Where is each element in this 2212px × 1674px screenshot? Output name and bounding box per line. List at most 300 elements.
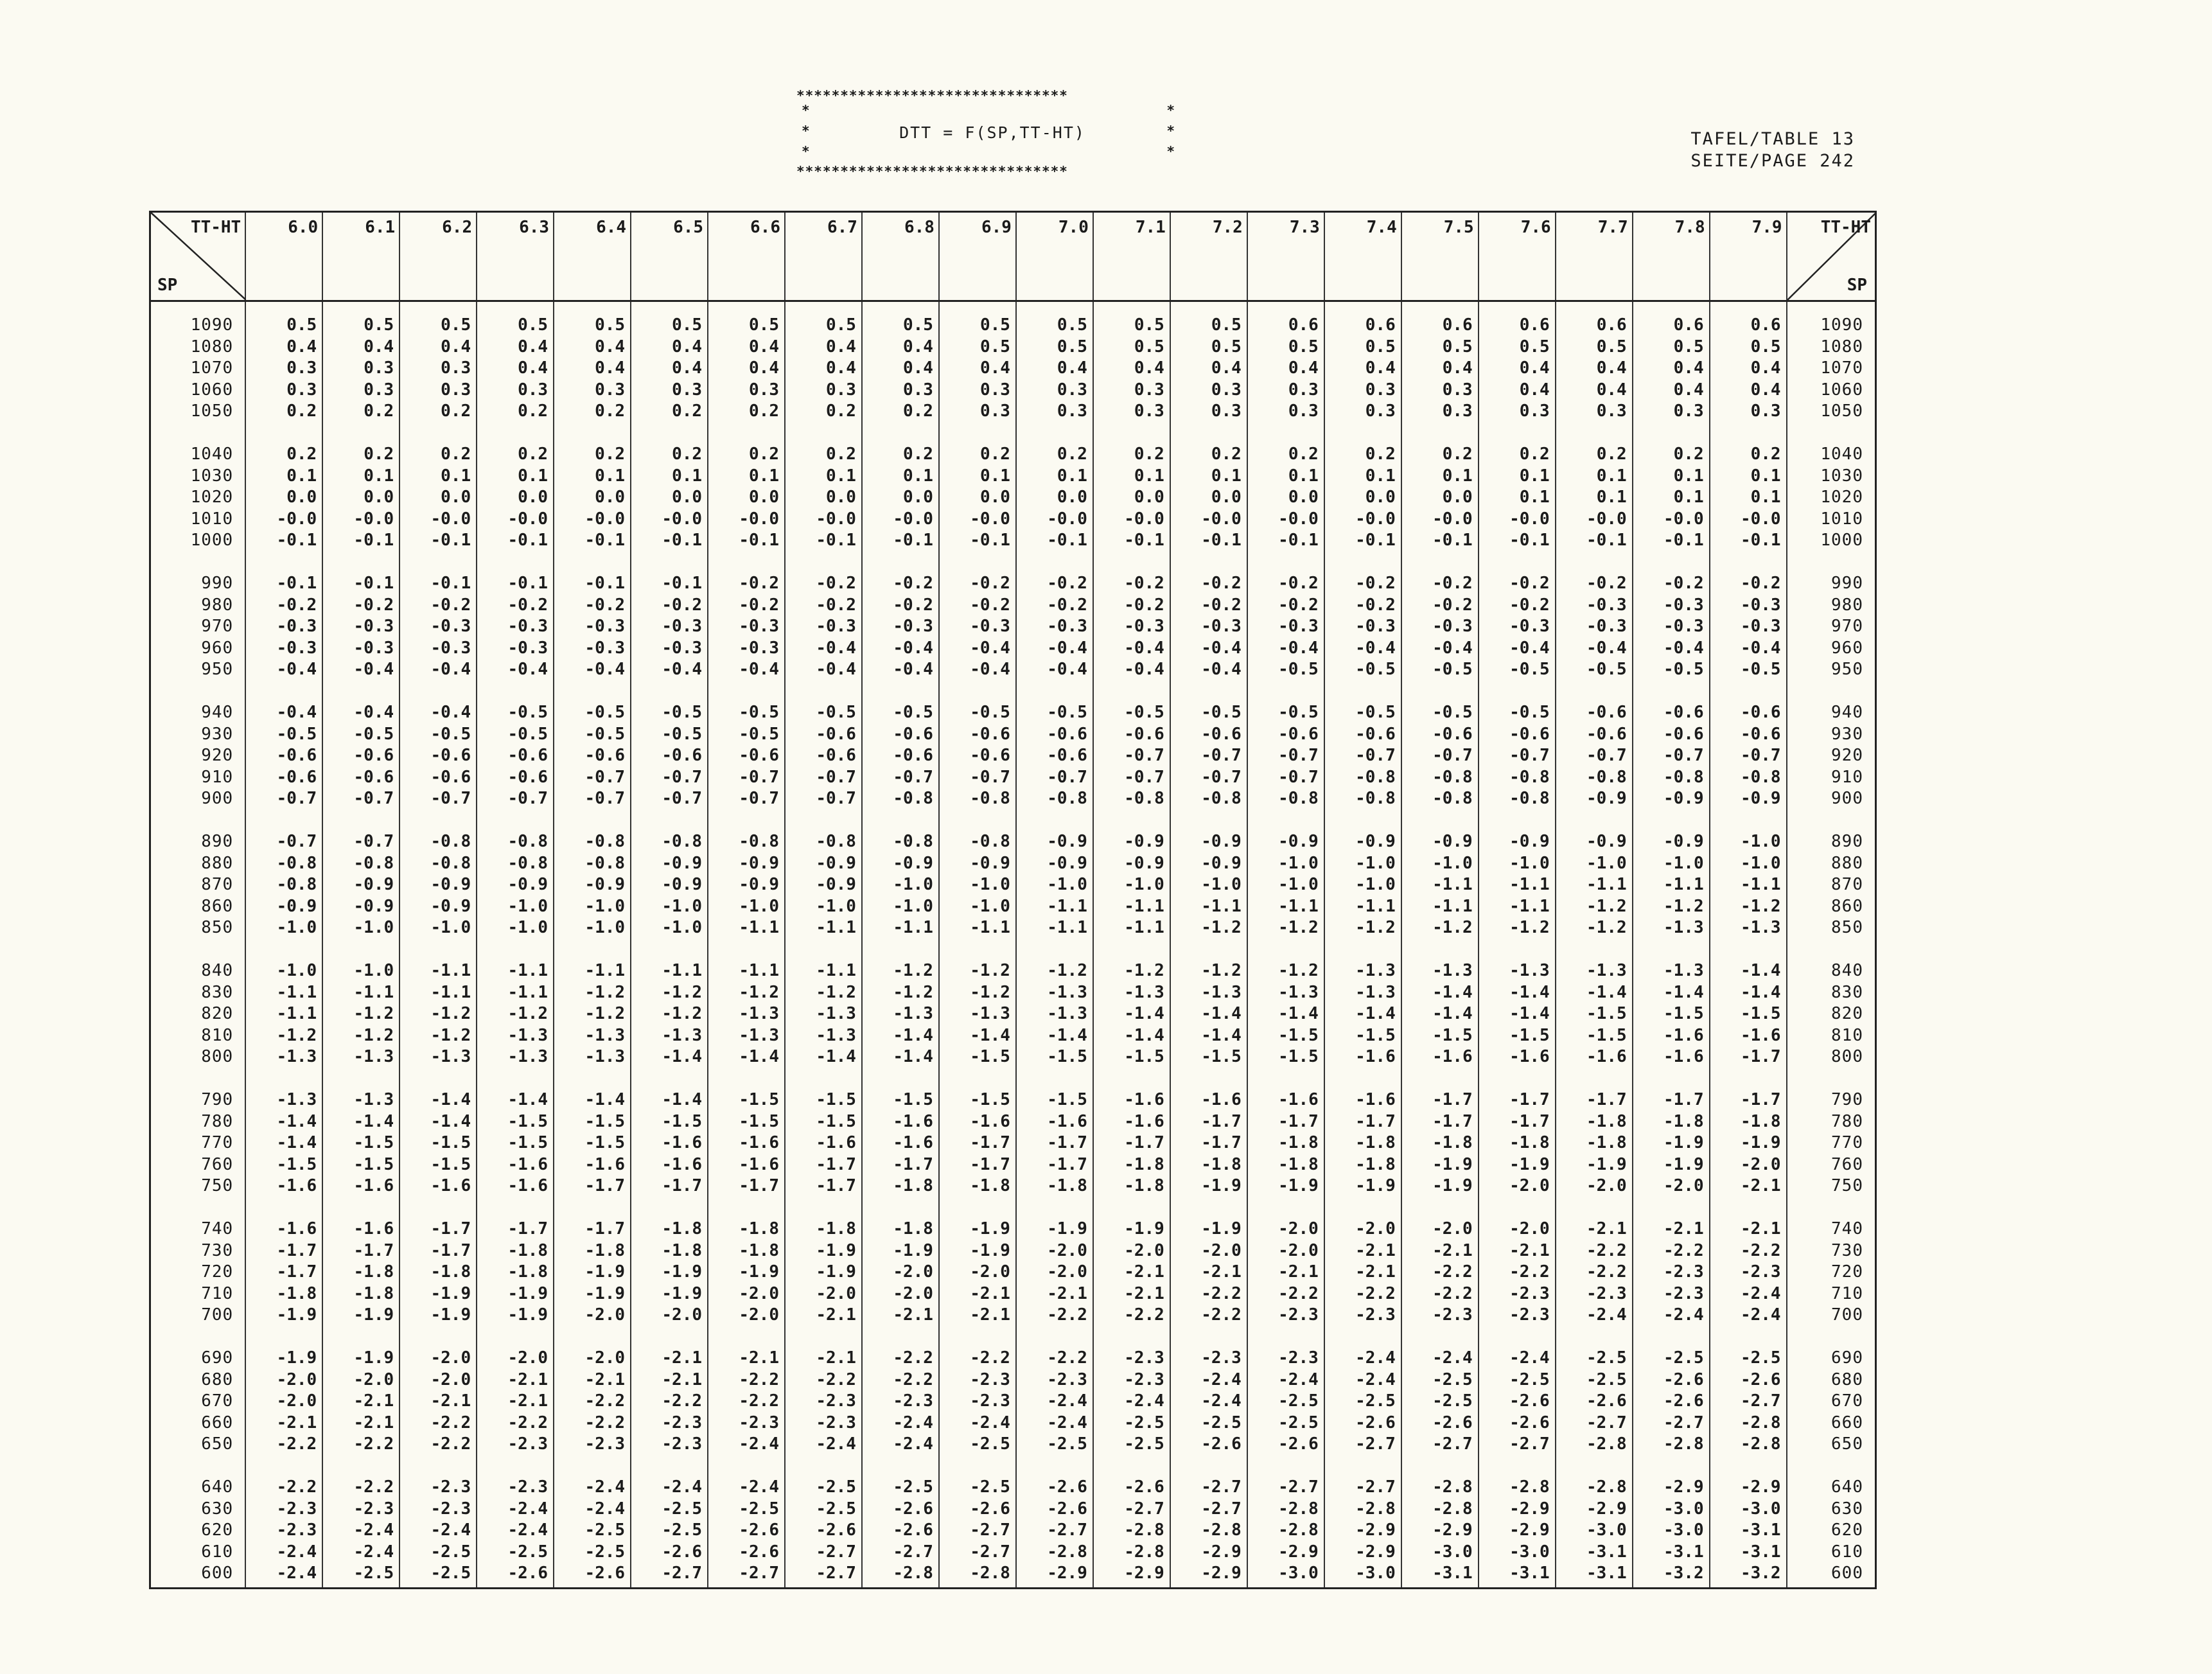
- spacer-cell: [708, 423, 785, 445]
- spacer-cell: [1556, 1326, 1633, 1348]
- value-cell: -2.6: [1633, 1391, 1710, 1413]
- value-cell: 0.4: [1093, 358, 1170, 380]
- value-cell: -2.5: [554, 1520, 631, 1542]
- value-cell: -1.8: [1401, 1132, 1479, 1154]
- value-cell: -0.3: [1247, 616, 1324, 638]
- spacer-cell: [1787, 423, 1876, 445]
- spacer-cell: [631, 552, 708, 574]
- value-cell: -1.9: [1170, 1176, 1247, 1197]
- value-cell: -0.1: [1170, 530, 1247, 552]
- spacer-cell: [1479, 552, 1556, 574]
- value-cell: 0.2: [1401, 444, 1479, 466]
- value-cell: 0.4: [477, 358, 554, 380]
- value-cell: -1.2: [554, 1003, 631, 1025]
- value-cell: -0.5: [1401, 659, 1479, 681]
- value-cell: -0.9: [1633, 831, 1710, 853]
- value-cell: 0.3: [1016, 380, 1093, 401]
- value-cell: 0.0: [785, 487, 862, 509]
- sp-label-right: 960: [1787, 638, 1876, 660]
- sp-label-right: 730: [1787, 1240, 1876, 1262]
- value-cell: -2.4: [1170, 1391, 1247, 1413]
- value-cell: -2.7: [1401, 1434, 1479, 1456]
- spacer-cell: [862, 1456, 939, 1477]
- value-cell: -0.2: [1093, 595, 1170, 617]
- value-cell: 0.2: [631, 444, 708, 466]
- value-cell: 0.3: [1633, 401, 1710, 423]
- value-cell: -0.2: [1479, 595, 1556, 617]
- value-cell: 0.5: [1170, 301, 1247, 337]
- spacer-cell: [322, 810, 399, 832]
- table-row: [150, 1046, 1876, 1068]
- value-cell: -0.3: [1401, 616, 1479, 638]
- value-cell: 0.1: [785, 466, 862, 488]
- spacer-cell: [245, 1068, 322, 1090]
- value-cell: -0.6: [245, 745, 322, 767]
- table-row: [150, 509, 1876, 531]
- sp-label-right: 860: [1787, 896, 1876, 918]
- value-cell: -0.6: [1170, 724, 1247, 746]
- value-cell: 0.1: [631, 466, 708, 488]
- value-cell: 0.2: [245, 401, 322, 423]
- spacer-cell: [399, 939, 477, 961]
- value-cell: -1.9: [245, 1348, 322, 1370]
- value-cell: -0.1: [477, 530, 554, 552]
- value-cell: 0.1: [1633, 487, 1710, 509]
- spacer-cell: [862, 939, 939, 961]
- value-cell: 0.0: [1016, 487, 1093, 509]
- sp-label-left: 1040: [150, 444, 246, 466]
- spacer-cell: [1787, 1068, 1876, 1090]
- value-cell: -0.5: [631, 724, 708, 746]
- value-cell: -2.9: [1324, 1520, 1401, 1542]
- value-cell: 0.1: [1093, 466, 1170, 488]
- value-cell: -0.4: [1093, 638, 1170, 660]
- value-cell: -0.2: [939, 595, 1016, 617]
- value-cell: -0.6: [631, 745, 708, 767]
- value-cell: -2.8: [1016, 1542, 1093, 1564]
- value-cell: -0.7: [1016, 767, 1093, 789]
- group-spacer: [150, 810, 1876, 832]
- value-cell: -2.5: [554, 1542, 631, 1564]
- sp-label-left: 650: [150, 1434, 246, 1456]
- spacer-cell: [322, 939, 399, 961]
- spacer-cell: [1016, 939, 1093, 961]
- value-cell: 0.4: [708, 358, 785, 380]
- value-cell: 0.3: [1324, 380, 1401, 401]
- spacer-cell: [245, 939, 322, 961]
- value-cell: -2.2: [554, 1391, 631, 1413]
- value-cell: 0.1: [862, 466, 939, 488]
- value-cell: -2.4: [399, 1520, 477, 1542]
- spacer-cell: [477, 939, 554, 961]
- value-cell: -1.0: [862, 874, 939, 896]
- spacer-cell: [1170, 939, 1247, 961]
- spacer-cell: [1401, 939, 1479, 961]
- value-cell: -1.5: [785, 1111, 862, 1133]
- column-header: 7.4: [1324, 212, 1401, 301]
- value-cell: -1.0: [1170, 874, 1247, 896]
- value-cell: -1.4: [862, 1046, 939, 1068]
- table-row: [150, 301, 1876, 337]
- sp-label-left: 960: [150, 638, 246, 660]
- value-cell: -1.2: [631, 982, 708, 1004]
- spacer-cell: [1401, 1068, 1479, 1090]
- value-cell: -0.4: [785, 659, 862, 681]
- value-cell: 0.3: [1479, 401, 1556, 423]
- value-cell: -2.6: [862, 1499, 939, 1520]
- value-cell: -1.9: [1633, 1132, 1710, 1154]
- value-cell: 0.0: [1170, 487, 1247, 509]
- value-cell: -0.8: [708, 831, 785, 853]
- value-cell: -1.6: [554, 1154, 631, 1176]
- value-cell: -2.7: [862, 1542, 939, 1564]
- value-cell: -2.7: [1479, 1434, 1556, 1456]
- value-cell: -1.1: [322, 982, 399, 1004]
- spacer-cell: [1787, 1326, 1876, 1348]
- value-cell: -1.6: [1324, 1046, 1401, 1068]
- value-cell: -1.3: [322, 1046, 399, 1068]
- value-cell: -0.9: [1170, 853, 1247, 875]
- value-cell: -2.2: [1401, 1283, 1479, 1305]
- value-cell: -0.2: [1556, 573, 1633, 595]
- value-cell: 0.2: [785, 444, 862, 466]
- value-cell: -2.5: [708, 1499, 785, 1520]
- value-cell: 0.2: [631, 401, 708, 423]
- value-cell: -1.2: [1479, 917, 1556, 939]
- column-header: 6.9: [939, 212, 1016, 301]
- value-cell: -2.2: [399, 1434, 477, 1456]
- value-cell: -0.9: [1479, 831, 1556, 853]
- spacer-cell: [554, 1326, 631, 1348]
- spacer-cell: [939, 552, 1016, 574]
- value-cell: -0.3: [477, 638, 554, 660]
- column-header: 6.3: [477, 212, 554, 301]
- spacer-cell: [1479, 423, 1556, 445]
- value-cell: -2.7: [1324, 1477, 1401, 1499]
- value-cell: -2.0: [1633, 1176, 1710, 1197]
- value-cell: -2.5: [939, 1477, 1016, 1499]
- value-cell: -1.1: [1016, 896, 1093, 918]
- value-cell: 0.0: [245, 487, 322, 509]
- table-row: [150, 982, 1876, 1004]
- value-cell: -2.2: [322, 1434, 399, 1456]
- value-cell: -2.3: [939, 1370, 1016, 1391]
- spacer-cell: [245, 1456, 322, 1477]
- value-cell: 0.3: [939, 401, 1016, 423]
- value-cell: -2.1: [1710, 1219, 1787, 1240]
- spacer-cell: [477, 810, 554, 832]
- spacer-cell: [150, 681, 246, 703]
- value-cell: -2.2: [1170, 1305, 1247, 1326]
- value-cell: 0.5: [1633, 337, 1710, 358]
- value-cell: -2.6: [1170, 1434, 1247, 1456]
- value-cell: -1.7: [322, 1240, 399, 1262]
- value-cell: -0.2: [1093, 573, 1170, 595]
- table-row: [150, 1240, 1876, 1262]
- spacer-cell: [785, 1456, 862, 1477]
- value-cell: -2.3: [245, 1520, 322, 1542]
- table-row: [150, 1477, 1876, 1499]
- value-cell: -1.8: [631, 1219, 708, 1240]
- corner-label-tt-ht: TT-HT: [1820, 218, 1871, 237]
- value-cell: -0.3: [862, 616, 939, 638]
- spacer-cell: [245, 423, 322, 445]
- value-cell: -1.5: [1247, 1046, 1324, 1068]
- value-cell: -1.7: [1710, 1089, 1787, 1111]
- value-cell: -0.7: [1633, 745, 1710, 767]
- value-cell: -0.4: [1016, 659, 1093, 681]
- value-cell: -2.1: [1324, 1262, 1401, 1283]
- value-cell: -1.4: [1479, 1003, 1556, 1025]
- value-cell: -2.0: [399, 1370, 477, 1391]
- value-cell: -0.1: [785, 530, 862, 552]
- value-cell: 0.5: [1247, 337, 1324, 358]
- value-cell: -2.3: [862, 1391, 939, 1413]
- spacer-cell: [245, 552, 322, 574]
- spacer-cell: [322, 1456, 399, 1477]
- value-cell: -0.5: [1479, 702, 1556, 724]
- value-cell: -0.5: [1324, 702, 1401, 724]
- value-cell: -2.2: [1170, 1283, 1247, 1305]
- table-row: [150, 917, 1876, 939]
- sp-label-right: 940: [1787, 702, 1876, 724]
- spacer-cell: [1479, 1456, 1556, 1477]
- value-cell: -1.3: [862, 1003, 939, 1025]
- value-cell: -1.9: [1170, 1219, 1247, 1240]
- value-cell: -2.6: [1016, 1477, 1093, 1499]
- value-cell: -1.5: [477, 1111, 554, 1133]
- value-cell: -1.1: [785, 917, 862, 939]
- value-cell: -1.1: [1479, 874, 1556, 896]
- spacer-cell: [708, 939, 785, 961]
- value-cell: -2.1: [1170, 1262, 1247, 1283]
- value-cell: -0.5: [1479, 659, 1556, 681]
- value-cell: -1.4: [1247, 1003, 1324, 1025]
- value-cell: 0.4: [1324, 358, 1401, 380]
- value-cell: -0.7: [1170, 767, 1247, 789]
- value-cell: -2.4: [1170, 1370, 1247, 1391]
- value-cell: -1.7: [1016, 1132, 1093, 1154]
- value-cell: -1.4: [1401, 982, 1479, 1004]
- value-cell: -2.6: [708, 1542, 785, 1564]
- value-cell: -1.3: [1401, 960, 1479, 982]
- value-cell: -2.4: [1093, 1391, 1170, 1413]
- value-cell: -1.6: [1324, 1089, 1401, 1111]
- sp-label-right: 990: [1787, 573, 1876, 595]
- value-cell: -0.5: [322, 724, 399, 746]
- value-cell: -1.6: [1170, 1089, 1247, 1111]
- value-cell: -1.8: [708, 1240, 785, 1262]
- value-cell: 0.4: [1633, 358, 1710, 380]
- group-spacer: [150, 939, 1876, 961]
- value-cell: -2.6: [1479, 1391, 1556, 1413]
- value-cell: 0.2: [477, 401, 554, 423]
- value-cell: -1.3: [939, 1003, 1016, 1025]
- value-cell: -1.5: [708, 1111, 785, 1133]
- table-row: [150, 831, 1876, 853]
- sp-label-right: 880: [1787, 853, 1876, 875]
- spacer-cell: [1170, 552, 1247, 574]
- value-cell: -0.8: [1401, 767, 1479, 789]
- value-cell: -2.8: [862, 1563, 939, 1588]
- value-cell: -0.5: [708, 702, 785, 724]
- spacer-cell: [399, 1197, 477, 1219]
- value-cell: -2.3: [1479, 1305, 1556, 1326]
- spacer-cell: [1324, 810, 1401, 832]
- value-cell: -2.3: [1633, 1283, 1710, 1305]
- value-cell: -2.3: [785, 1413, 862, 1434]
- value-cell: -1.3: [245, 1089, 322, 1111]
- value-cell: -1.2: [1710, 896, 1787, 918]
- spacer-cell: [399, 1068, 477, 1090]
- value-cell: -1.6: [708, 1154, 785, 1176]
- value-cell: -1.6: [708, 1132, 785, 1154]
- value-cell: -0.7: [939, 767, 1016, 789]
- value-cell: -2.6: [1324, 1413, 1401, 1434]
- spacer-cell: [554, 552, 631, 574]
- value-cell: -2.4: [1401, 1348, 1479, 1370]
- value-cell: 0.5: [1401, 337, 1479, 358]
- value-cell: -1.2: [399, 1003, 477, 1025]
- value-cell: -2.4: [1247, 1370, 1324, 1391]
- value-cell: -2.1: [785, 1348, 862, 1370]
- value-cell: -0.1: [939, 530, 1016, 552]
- spacer-cell: [554, 423, 631, 445]
- group-spacer: [150, 1456, 1876, 1477]
- spacer-cell: [399, 810, 477, 832]
- column-header: 6.2: [399, 212, 477, 301]
- value-cell: 0.1: [1710, 487, 1787, 509]
- value-cell: -2.9: [1556, 1499, 1633, 1520]
- value-cell: 0.3: [1170, 401, 1247, 423]
- value-cell: -1.6: [477, 1176, 554, 1197]
- value-cell: 0.4: [631, 337, 708, 358]
- value-cell: -1.0: [322, 917, 399, 939]
- value-cell: -2.4: [785, 1434, 862, 1456]
- spacer-cell: [1633, 1197, 1710, 1219]
- value-cell: -0.2: [785, 595, 862, 617]
- sp-label-right: 690: [1787, 1348, 1876, 1370]
- column-header: 6.0: [245, 212, 322, 301]
- spacer-cell: [1633, 681, 1710, 703]
- value-cell: -2.8: [1247, 1520, 1324, 1542]
- sp-label-left: 870: [150, 874, 246, 896]
- sp-label-left: 1030: [150, 466, 246, 488]
- sp-label-left: 750: [150, 1176, 246, 1197]
- spacer-cell: [1247, 681, 1324, 703]
- sp-label-left: 690: [150, 1348, 246, 1370]
- value-cell: -2.7: [1710, 1391, 1787, 1413]
- value-cell: 0.2: [1479, 444, 1556, 466]
- value-cell: 0.4: [1479, 380, 1556, 401]
- value-cell: -1.8: [554, 1240, 631, 1262]
- value-cell: 0.6: [1324, 301, 1401, 337]
- value-cell: -1.3: [1016, 1003, 1093, 1025]
- value-cell: -1.8: [1093, 1154, 1170, 1176]
- table-row: [150, 702, 1876, 724]
- value-cell: -1.2: [554, 982, 631, 1004]
- value-cell: -1.0: [1093, 874, 1170, 896]
- value-cell: -1.8: [939, 1176, 1016, 1197]
- value-cell: -0.9: [554, 874, 631, 896]
- value-cell: -0.6: [862, 745, 939, 767]
- value-cell: 0.5: [1170, 337, 1247, 358]
- value-cell: -1.8: [1016, 1176, 1093, 1197]
- value-cell: -1.3: [1479, 960, 1556, 982]
- value-cell: -2.1: [477, 1370, 554, 1391]
- value-cell: -1.2: [1247, 917, 1324, 939]
- value-cell: -0.3: [1170, 616, 1247, 638]
- value-cell: -1.1: [939, 917, 1016, 939]
- value-cell: -2.3: [477, 1477, 554, 1499]
- value-cell: -1.7: [554, 1176, 631, 1197]
- value-cell: -2.0: [862, 1283, 939, 1305]
- spacer-cell: [1324, 552, 1401, 574]
- value-cell: -2.3: [1093, 1370, 1170, 1391]
- table-row: [150, 724, 1876, 746]
- value-cell: -0.5: [1401, 702, 1479, 724]
- value-cell: -1.9: [1633, 1154, 1710, 1176]
- sp-label-left: 910: [150, 767, 246, 789]
- value-cell: -2.1: [1247, 1262, 1324, 1283]
- value-cell: -1.1: [785, 960, 862, 982]
- spacer-cell: [1016, 1068, 1093, 1090]
- spacer-cell: [322, 681, 399, 703]
- value-cell: -1.1: [1633, 874, 1710, 896]
- spacer-cell: [1016, 681, 1093, 703]
- spacer-cell: [477, 1326, 554, 1348]
- value-cell: -0.4: [399, 659, 477, 681]
- spacer-cell: [245, 810, 322, 832]
- sp-label-left: 930: [150, 724, 246, 746]
- value-cell: -2.7: [1093, 1499, 1170, 1520]
- value-cell: 0.1: [708, 466, 785, 488]
- value-cell: -1.2: [1556, 896, 1633, 918]
- value-cell: -1.8: [1556, 1132, 1633, 1154]
- value-cell: -2.7: [785, 1542, 862, 1564]
- value-cell: -2.2: [862, 1348, 939, 1370]
- value-cell: -2.2: [862, 1370, 939, 1391]
- value-cell: -0.4: [1170, 659, 1247, 681]
- value-cell: -2.4: [1324, 1348, 1401, 1370]
- value-cell: 0.5: [554, 301, 631, 337]
- value-cell: -0.4: [1401, 638, 1479, 660]
- value-cell: -2.3: [631, 1413, 708, 1434]
- value-cell: -2.1: [1093, 1283, 1170, 1305]
- value-cell: -0.1: [1479, 530, 1556, 552]
- value-cell: 0.5: [1016, 301, 1093, 337]
- value-cell: 0.2: [1247, 444, 1324, 466]
- value-cell: -0.8: [939, 831, 1016, 853]
- table-row: [150, 1283, 1876, 1305]
- value-cell: -1.7: [939, 1132, 1016, 1154]
- spacer-cell: [1787, 810, 1876, 832]
- spacer-cell: [1787, 552, 1876, 574]
- value-cell: -0.5: [1324, 659, 1401, 681]
- value-cell: -0.0: [399, 509, 477, 531]
- spacer-cell: [1633, 939, 1710, 961]
- value-cell: -1.0: [1324, 853, 1401, 875]
- value-cell: -0.4: [322, 702, 399, 724]
- value-cell: -2.7: [939, 1520, 1016, 1542]
- value-cell: -1.4: [1479, 982, 1556, 1004]
- value-cell: -1.0: [939, 896, 1016, 918]
- value-cell: -0.8: [1324, 788, 1401, 810]
- value-cell: -1.2: [399, 1025, 477, 1047]
- value-cell: -3.1: [1556, 1563, 1633, 1588]
- value-cell: -1.1: [1324, 896, 1401, 918]
- spacer-cell: [399, 681, 477, 703]
